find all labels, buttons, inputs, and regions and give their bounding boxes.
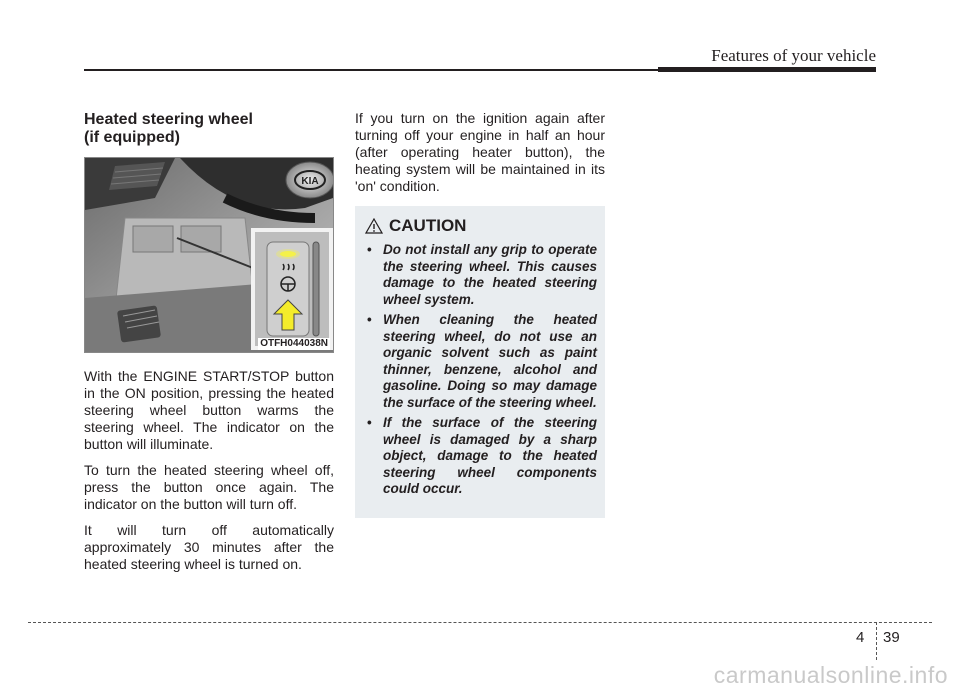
caution-item bbox=[365, 242, 597, 308]
chapter-number: 4 bbox=[856, 629, 865, 646]
figure-code: OTFH044038N bbox=[260, 338, 328, 349]
caution-list bbox=[365, 242, 597, 498]
bullet: • bbox=[367, 312, 372, 327]
caution-item bbox=[365, 415, 597, 498]
left-column-text bbox=[84, 368, 334, 582]
heading-line-1: Heated steering wheel bbox=[84, 111, 253, 128]
caution-title: CAUTION bbox=[389, 216, 467, 235]
right-column-text bbox=[355, 110, 605, 204]
caution-box bbox=[355, 206, 605, 518]
footer-rule bbox=[28, 622, 932, 623]
paragraph: To turn the heated steering wheel off, press the button once again. The indicator on the button will turn off. bbox=[84, 462, 334, 512]
page-number: 39 bbox=[883, 629, 900, 646]
steering-wheel-figure bbox=[84, 157, 334, 353]
bullet: • bbox=[367, 415, 372, 430]
section-heading bbox=[84, 111, 334, 147]
running-header: Features of your vehicle bbox=[711, 46, 876, 65]
paragraph: With the ENGINE START/STOP button in the ON position, pressing the heated steering wheel button warms the steering wheel. The indicator on the button will illuminate. bbox=[84, 368, 334, 452]
dashboard-illustration bbox=[85, 158, 333, 352]
watermark: carmanualsonline.info bbox=[713, 662, 948, 688]
caution-item-text: When cleaning the heated steering wheel, do not use an organic solvent such as paint thinner, benzene, alcohol and gasoline. Doing so may damage the surface of the steering wheel. bbox=[383, 312, 597, 410]
heading-line-2: (if equipped) bbox=[84, 129, 180, 146]
footer-divider bbox=[876, 622, 877, 660]
header-rule-accent bbox=[658, 67, 876, 72]
paragraph: If you turn on the ignition again after turning off your engine in half an hour (after operating heater button), the heating system will be maintained in its 'on' condition. bbox=[355, 110, 605, 194]
pedal bbox=[117, 305, 161, 342]
bullet: • bbox=[367, 242, 372, 257]
paragraph: It will turn off automatically approximately 30 minutes after the heated steering wheel is turned on. bbox=[84, 522, 334, 572]
kia-logo: KIA bbox=[301, 176, 319, 187]
caution-item-text: If the surface of the steering wheel is damaged by a sharp object, damage to the heated steering wheel components could occur. bbox=[383, 415, 597, 496]
caution-item bbox=[365, 312, 597, 411]
warning-triangle-icon bbox=[365, 218, 383, 234]
caution-item-text: Do not install any grip to operate the steering wheel. This causes damage to the heated steering wheel system. bbox=[383, 242, 597, 307]
caution-header bbox=[365, 216, 597, 236]
